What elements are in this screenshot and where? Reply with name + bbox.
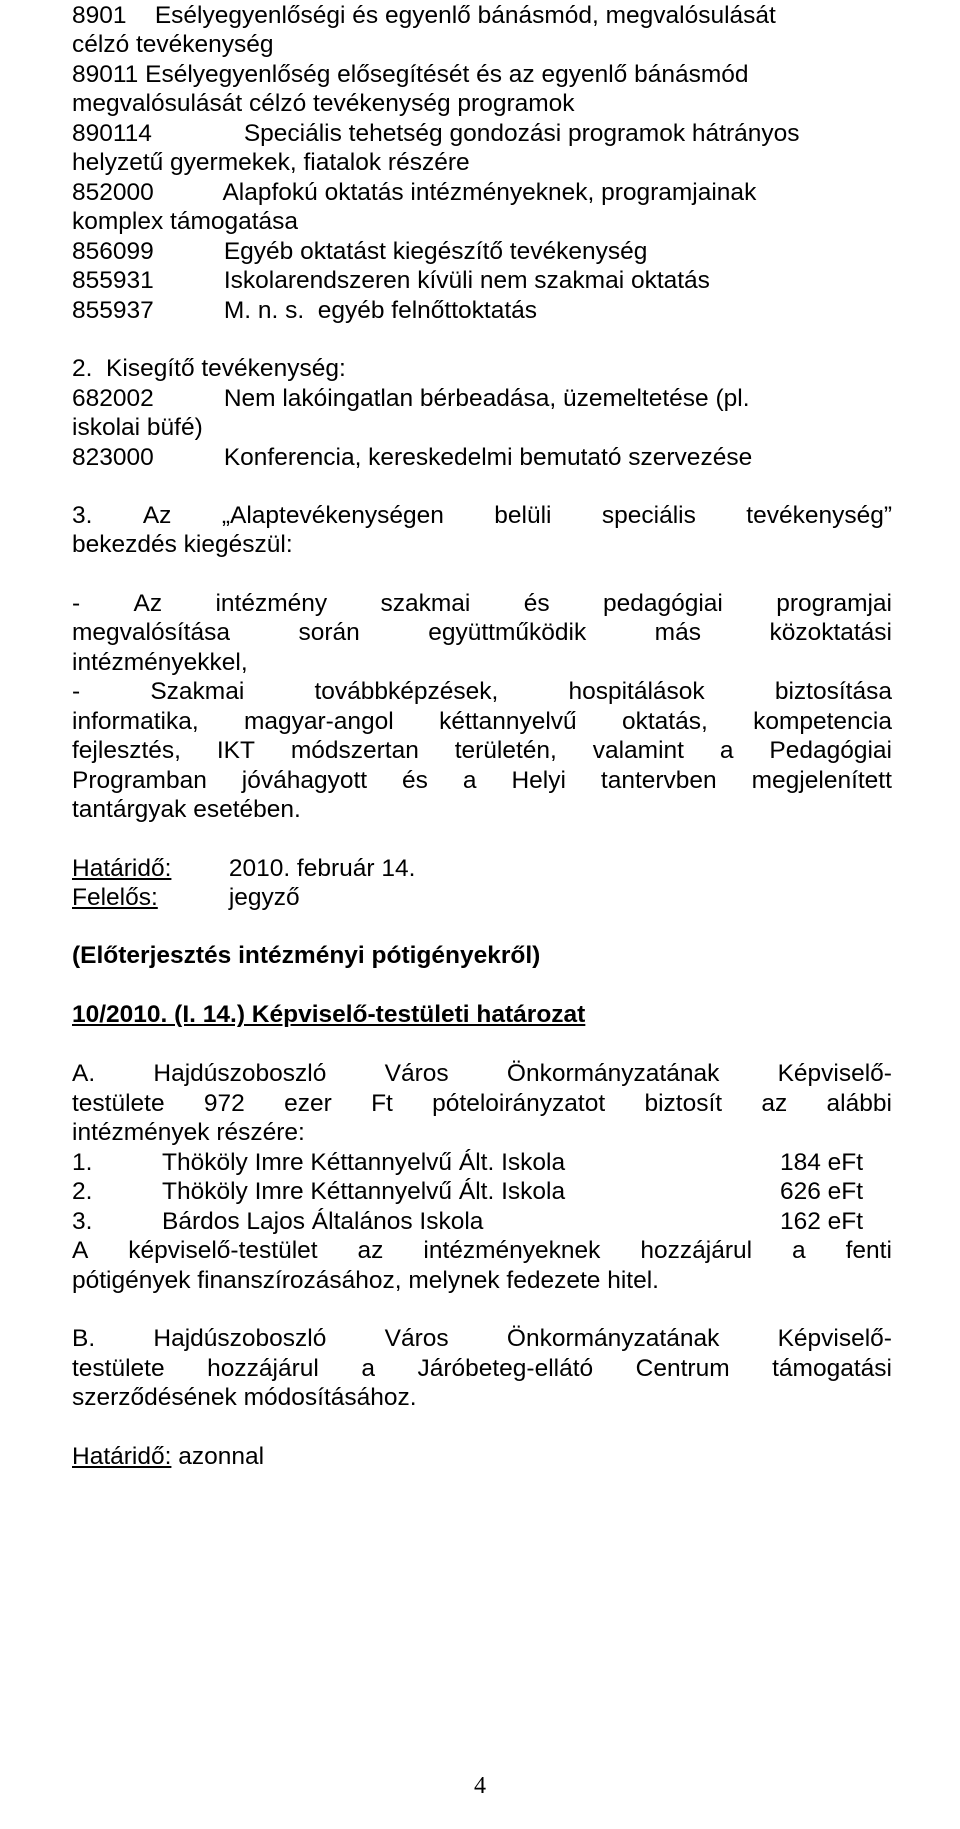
word: 972 — [203, 1090, 245, 1117]
word: B. — [72, 1325, 96, 1352]
school-name: Thököly Imre Kéttannyelvű Ált. Iskola — [162, 1178, 566, 1205]
activity-code: 855937 — [72, 297, 154, 324]
word: biztosítása — [774, 678, 892, 705]
word: szakmai — [380, 590, 471, 617]
word: Képviselő- — [777, 1325, 892, 1352]
word: Önkormányzatának — [506, 1325, 720, 1352]
word: az — [761, 1090, 788, 1117]
secondary-line — [72, 441, 752, 475]
word: a — [792, 1237, 806, 1264]
word: Helyi — [511, 767, 566, 794]
bullet-dash: - — [72, 678, 81, 705]
word: Ft — [371, 1090, 393, 1117]
word: Pedagógiai — [769, 737, 892, 764]
word: Város — [384, 1060, 449, 1087]
activity-code: 823000 — [72, 444, 154, 471]
word: fenti — [845, 1237, 892, 1264]
word: testülete — [72, 1355, 165, 1382]
activity-text: Konferencia, kereskedelmi bemutató szervezése — [223, 444, 753, 471]
partB-line — [72, 1322, 892, 1356]
word: képviselő-testület — [128, 1237, 318, 1264]
activity-line — [72, 294, 537, 328]
word: és — [523, 590, 550, 617]
activity-line — [72, 264, 710, 298]
school-amount: 184 eFt — [780, 1149, 864, 1176]
word: Önkormányzatának — [506, 1060, 720, 1087]
word: támogatási — [772, 1355, 892, 1382]
school-name: Thököly Imre Kéttannyelvű Ált. Iskola — [162, 1149, 566, 1176]
word: területén, — [454, 737, 557, 764]
deadline-value: azonnal — [178, 1443, 265, 1470]
word: Képviselő- — [777, 1060, 892, 1087]
word: ezer — [284, 1090, 332, 1117]
word: hospitálások — [568, 678, 705, 705]
activity-line: célzó tevékenység — [72, 31, 274, 58]
word: a — [719, 737, 734, 764]
word: Járóbeteg-ellátó — [417, 1355, 594, 1382]
word: során — [298, 619, 360, 646]
word: valamint — [592, 737, 684, 764]
activity-text: Esélyegyenlőségi és egyenlő bánásmód, megvalósulását — [154, 2, 776, 29]
word: kéttannyelvű — [439, 708, 577, 735]
section3-line: bekezdés kiegészül: — [72, 531, 293, 558]
activity-code: 852000 — [72, 179, 154, 206]
activity-line: megvalósulását célzó tevékenység programok — [72, 90, 575, 117]
word: A — [72, 1237, 89, 1264]
secondary-line: iskolai büfé) — [72, 414, 203, 441]
page-number: 4 — [474, 1773, 486, 1799]
word: speciális — [601, 502, 696, 529]
bullet-line — [72, 616, 892, 650]
word: A. — [72, 1060, 96, 1087]
word: póteloirányzatot — [432, 1090, 606, 1117]
word: az — [357, 1237, 384, 1264]
word: IKT — [216, 737, 255, 764]
word: Hajdúszoboszló — [153, 1060, 327, 1087]
deadline-label: Határidő: — [72, 855, 172, 882]
word: és — [402, 767, 428, 794]
resolution-title: 10/2010. (I. 14.) Képviselő-testületi határozat — [72, 1001, 586, 1028]
activity-text: Iskolarendszeren kívüli nem szakmai oktatás — [223, 267, 710, 294]
word: Programban — [72, 767, 207, 794]
word: megvalósítása — [72, 619, 230, 646]
school-name: Bárdos Lajos Általános Iskola — [162, 1208, 484, 1235]
word: a — [361, 1355, 375, 1382]
activity-text: Alapfokú oktatás intézményeknek, programjainak — [222, 179, 757, 206]
activity-line: komplex támogatása — [72, 208, 299, 235]
word: megjelenített — [751, 767, 892, 794]
deadline-line — [72, 1440, 264, 1474]
word: intézményeknek — [423, 1237, 601, 1264]
word: továbbképzések, — [314, 678, 499, 705]
word: együttműködik — [428, 619, 587, 646]
partA-line: intézmények részére: — [72, 1119, 305, 1146]
bullet-line: intézményekkel, — [72, 649, 248, 676]
word: Az — [142, 502, 172, 529]
word: fejlesztés, — [72, 737, 181, 764]
school-amount: 162 eFt — [780, 1208, 864, 1235]
partB-line: szerződésének módosításához. — [72, 1384, 417, 1411]
word: testülete — [72, 1090, 165, 1117]
school-number: 1. — [72, 1149, 93, 1176]
word: hozzájárul — [640, 1237, 753, 1264]
word: módszertan — [290, 737, 419, 764]
responsible-line — [72, 881, 300, 915]
word: intézmény — [215, 590, 328, 617]
secondary-heading: 2. Kisegítő tevékenység: — [72, 355, 346, 382]
word: közoktatási — [769, 619, 892, 646]
school-number: 3. — [72, 1208, 93, 1235]
word: Város — [384, 1325, 449, 1352]
word: „Alaptevékenységen — [221, 502, 444, 529]
word: informatika, — [72, 708, 199, 735]
word: hozzájárul — [207, 1355, 319, 1382]
activity-code: 890114 — [72, 120, 152, 147]
responsible-value: jegyző — [228, 884, 300, 911]
word: Centrum — [635, 1355, 730, 1382]
activity-text: Egyéb oktatást kiegészítő tevékenység — [223, 238, 648, 265]
deadline-label: Határidő: — [72, 1443, 172, 1470]
proposal-title: (Előterjesztés intézményi pótigényekről) — [72, 942, 541, 969]
word: oktatás, — [621, 708, 708, 735]
word: programjai — [776, 590, 892, 617]
word: kompetencia — [753, 708, 892, 735]
word: tantervben — [600, 767, 717, 794]
bullet-dash: - — [72, 590, 81, 617]
deadline-value: 2010. február 14. — [228, 855, 416, 882]
partA-line: pótigények finanszírozásához, melynek fedezete hitel. — [72, 1267, 659, 1294]
section-number: 3. — [72, 502, 93, 529]
word: más — [654, 619, 701, 646]
word: tevékenység” — [746, 502, 892, 529]
activity-text: Speciális tehetség gondozási programok hátrányos — [243, 120, 800, 147]
word: alábbi — [826, 1090, 892, 1117]
bullet-line — [72, 675, 892, 709]
activity-text: M. n. s. egyéb felnőttoktatás — [223, 297, 538, 324]
activity-code: 856099 — [72, 238, 154, 265]
word: a — [462, 767, 477, 794]
partA-line — [72, 1057, 892, 1091]
word: biztosít — [644, 1090, 723, 1117]
responsible-label: Felelős: — [72, 884, 158, 911]
bullet-line: tantárgyak esetében. — [72, 796, 301, 823]
activity-line: helyzetű gyermekek, fiatalok részére — [72, 149, 470, 176]
activity-code: 8901 — [72, 2, 127, 29]
bullet-line — [72, 734, 892, 768]
activity-code: 682002 — [72, 385, 154, 412]
word: magyar-angol — [243, 708, 394, 735]
activity-line: 89011 Esélyegyenlőség elősegítését és az egyenlő bánásmód — [72, 61, 749, 88]
activity-code: 855931 — [72, 267, 154, 294]
word: Hajdúszoboszló — [153, 1325, 327, 1352]
school-number: 2. — [72, 1178, 93, 1205]
school-row — [0, 1175, 960, 1209]
word: belüli — [494, 502, 552, 529]
word: jóváhagyott — [241, 767, 368, 794]
school-amount: 626 eFt — [780, 1178, 864, 1205]
activity-text: Nem lakóingatlan bérbeadása, üzemeltetése (pl. — [223, 385, 750, 412]
word: Szakmai — [150, 678, 245, 705]
word: pedagógiai — [602, 590, 723, 617]
partA-line — [72, 1234, 892, 1268]
word: Az — [133, 590, 163, 617]
